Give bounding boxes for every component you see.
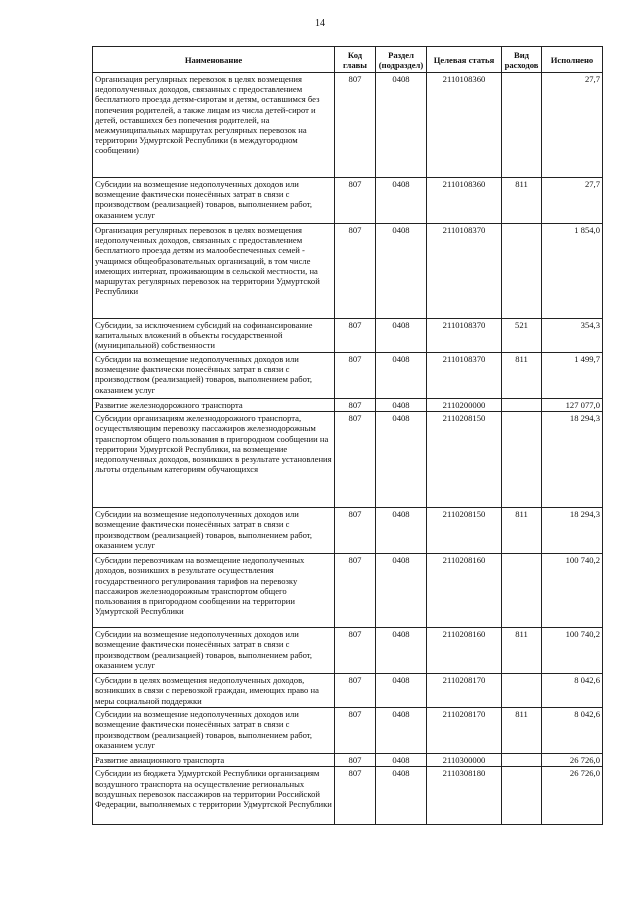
row-name: Субсидии на возмещение недополученных доходов или возмещение фактически понесённых затрат в связи с производством (реализацией) товаров, выполнением работ, оказанием услуг [93,708,335,754]
header-section: Раздел (подраздел) [376,47,427,73]
row-expense-type [502,399,542,412]
row-article: 2110208160 [427,628,502,674]
table-row [93,754,603,767]
table-row [93,708,603,754]
row-code: 807 [335,767,376,825]
row-expense-type [502,554,542,628]
table-row [93,224,603,319]
row-article: 2110208150 [427,412,502,508]
table-row [93,73,603,178]
header-article: Целевая статья [427,47,502,73]
row-executed: 127 077,0 [542,399,603,412]
row-executed: 8 042,6 [542,708,603,754]
row-code: 807 [335,674,376,708]
row-executed: 1 854,0 [542,224,603,319]
row-article: 2110108370 [427,319,502,353]
row-code: 807 [335,399,376,412]
row-name: Организация регулярных перевозок в целях возмещения недополученных доходов, связанных с предоставлением бесплатного проезда детям из малообеспеченных семей - учащимся общеобразовательных организаций, в том числе имеющих интернат, проживающим в сельской местности, на маршрутах регулярных перевозок на территории Удмуртской Республики [93,224,335,319]
row-code: 807 [335,73,376,178]
row-code: 807 [335,178,376,224]
row-section: 0408 [376,399,427,412]
row-section: 0408 [376,708,427,754]
row-section: 0408 [376,554,427,628]
row-article: 2110208150 [427,508,502,554]
row-executed: 26 726,0 [542,767,603,825]
row-expense-type: 811 [502,508,542,554]
row-expense-type [502,754,542,767]
row-article: 2110300000 [427,754,502,767]
row-executed: 100 740,2 [542,628,603,674]
row-article: 2110200000 [427,399,502,412]
header-expense-type: Вид расходов [502,47,542,73]
table-row [93,412,603,508]
row-code: 807 [335,708,376,754]
row-name: Развитие железнодорожного транспорта [93,399,335,412]
row-expense-type: 811 [502,708,542,754]
row-executed: 27,7 [542,178,603,224]
row-expense-type [502,224,542,319]
row-section: 0408 [376,319,427,353]
header-executed: Исполнено [542,47,603,73]
row-expense-type [502,412,542,508]
row-section: 0408 [376,224,427,319]
row-name: Субсидии, за исключением субсидий на софинансирование капитальных вложений в объекты государственной (муниципальной) собственности [93,319,335,353]
row-name: Субсидии на возмещение недополученных доходов или возмещение фактически понесённых затрат в связи с производством (реализацией) товаров, выполнением работ, оказанием услуг [93,508,335,554]
row-article: 2110108360 [427,73,502,178]
row-section: 0408 [376,178,427,224]
row-code: 807 [335,754,376,767]
header-name: Наименование [93,47,335,73]
table-row [93,319,603,353]
table-row [93,628,603,674]
row-code: 807 [335,554,376,628]
row-article: 2110108370 [427,353,502,399]
row-expense-type [502,674,542,708]
row-executed: 100 740,2 [542,554,603,628]
row-article: 2110208170 [427,708,502,754]
row-executed: 1 499,7 [542,353,603,399]
row-expense-type [502,767,542,825]
row-code: 807 [335,353,376,399]
row-section: 0408 [376,628,427,674]
row-section: 0408 [376,508,427,554]
row-code: 807 [335,224,376,319]
row-name: Субсидии на возмещение недополученных доходов или возмещение фактически понесённых затрат в связи с производством (реализацией) товаров, выполнением работ, оказанием услуг [93,353,335,399]
table-row [93,399,603,412]
row-executed: 18 294,3 [542,412,603,508]
table-row [93,508,603,554]
row-name: Развитие авиационного транспорта [93,754,335,767]
row-name: Субсидии на возмещение недополученных доходов или возмещение фактически понесённых затрат в связи с производством (реализацией) товаров, выполнением работ, оказанием услуг [93,628,335,674]
row-expense-type: 811 [502,353,542,399]
row-section: 0408 [376,767,427,825]
row-article: 2110208170 [427,674,502,708]
table-row [93,767,603,825]
row-name: Субсидии на возмещение недополученных доходов или возмещение фактически понесённых затрат в связи с производством (реализацией) товаров, выполнением работ, оказанием услуг [93,178,335,224]
row-code: 807 [335,412,376,508]
row-section: 0408 [376,73,427,178]
row-article: 2110208160 [427,554,502,628]
row-executed: 354,3 [542,319,603,353]
table-row [93,554,603,628]
table-row [93,353,603,399]
row-name: Организация регулярных перевозок в целях возмещения недополученных доходов, связанных с предоставлением бесплатного проезда детям-сиротам и детям, оставшимся без попечения родителей, а также лицам из числа детей-сирот и детей, оставшихся без попечения родителей, на межмуниципальных маршрутах регулярных перевозок на территории Удмуртской Республики (в междугородном сообщении) [93,73,335,178]
row-expense-type: 811 [502,628,542,674]
row-name: Субсидии организациям железнодорожного транспорта, осуществляющим перевозку пассажиров железнодорожным транспортом общего пользования в пригородном сообщении на территории Удмуртской Республики, на возмещение недополученных доходов, возникших в результате установления льготы отдельным категориям обучающихся [93,412,335,508]
row-executed: 27,7 [542,73,603,178]
page-number: 14 [315,18,325,29]
table-row [93,674,603,708]
row-executed: 8 042,6 [542,674,603,708]
row-section: 0408 [376,353,427,399]
row-code: 807 [335,628,376,674]
row-name: Субсидии из бюджета Удмуртской Республики организациям воздушного транспорта на осуществление региональных воздушных перевозок пассажиров на территории Российской Федерации, выполняемых с территории Удмуртской Республики [93,767,335,825]
row-section: 0408 [376,412,427,508]
row-expense-type [502,73,542,178]
row-article: 2110308180 [427,767,502,825]
header-code: Код главы [335,47,376,73]
row-executed: 18 294,3 [542,508,603,554]
row-expense-type: 811 [502,178,542,224]
row-name: Субсидии в целях возмещения недополученных доходов, возникших в связи с перевозкой граждан, имеющих право на меры социальной поддержки [93,674,335,708]
row-expense-type: 521 [502,319,542,353]
table-row [93,178,603,224]
row-article: 2110108370 [427,224,502,319]
row-executed: 26 726,0 [542,754,603,767]
row-code: 807 [335,319,376,353]
row-section: 0408 [376,754,427,767]
budget-execution-table [92,46,603,825]
row-article: 2110108360 [427,178,502,224]
table-header-row [93,47,603,73]
row-code: 807 [335,508,376,554]
row-name: Субсидии перевозчикам на возмещение недополученных доходов, возникших в результате осуществления государственного регулирования тарифов на перевозку пассажиров железнодорожным транспортом общего пользования в пригородном сообщении на территории Удмуртской Республики [93,554,335,628]
row-section: 0408 [376,674,427,708]
